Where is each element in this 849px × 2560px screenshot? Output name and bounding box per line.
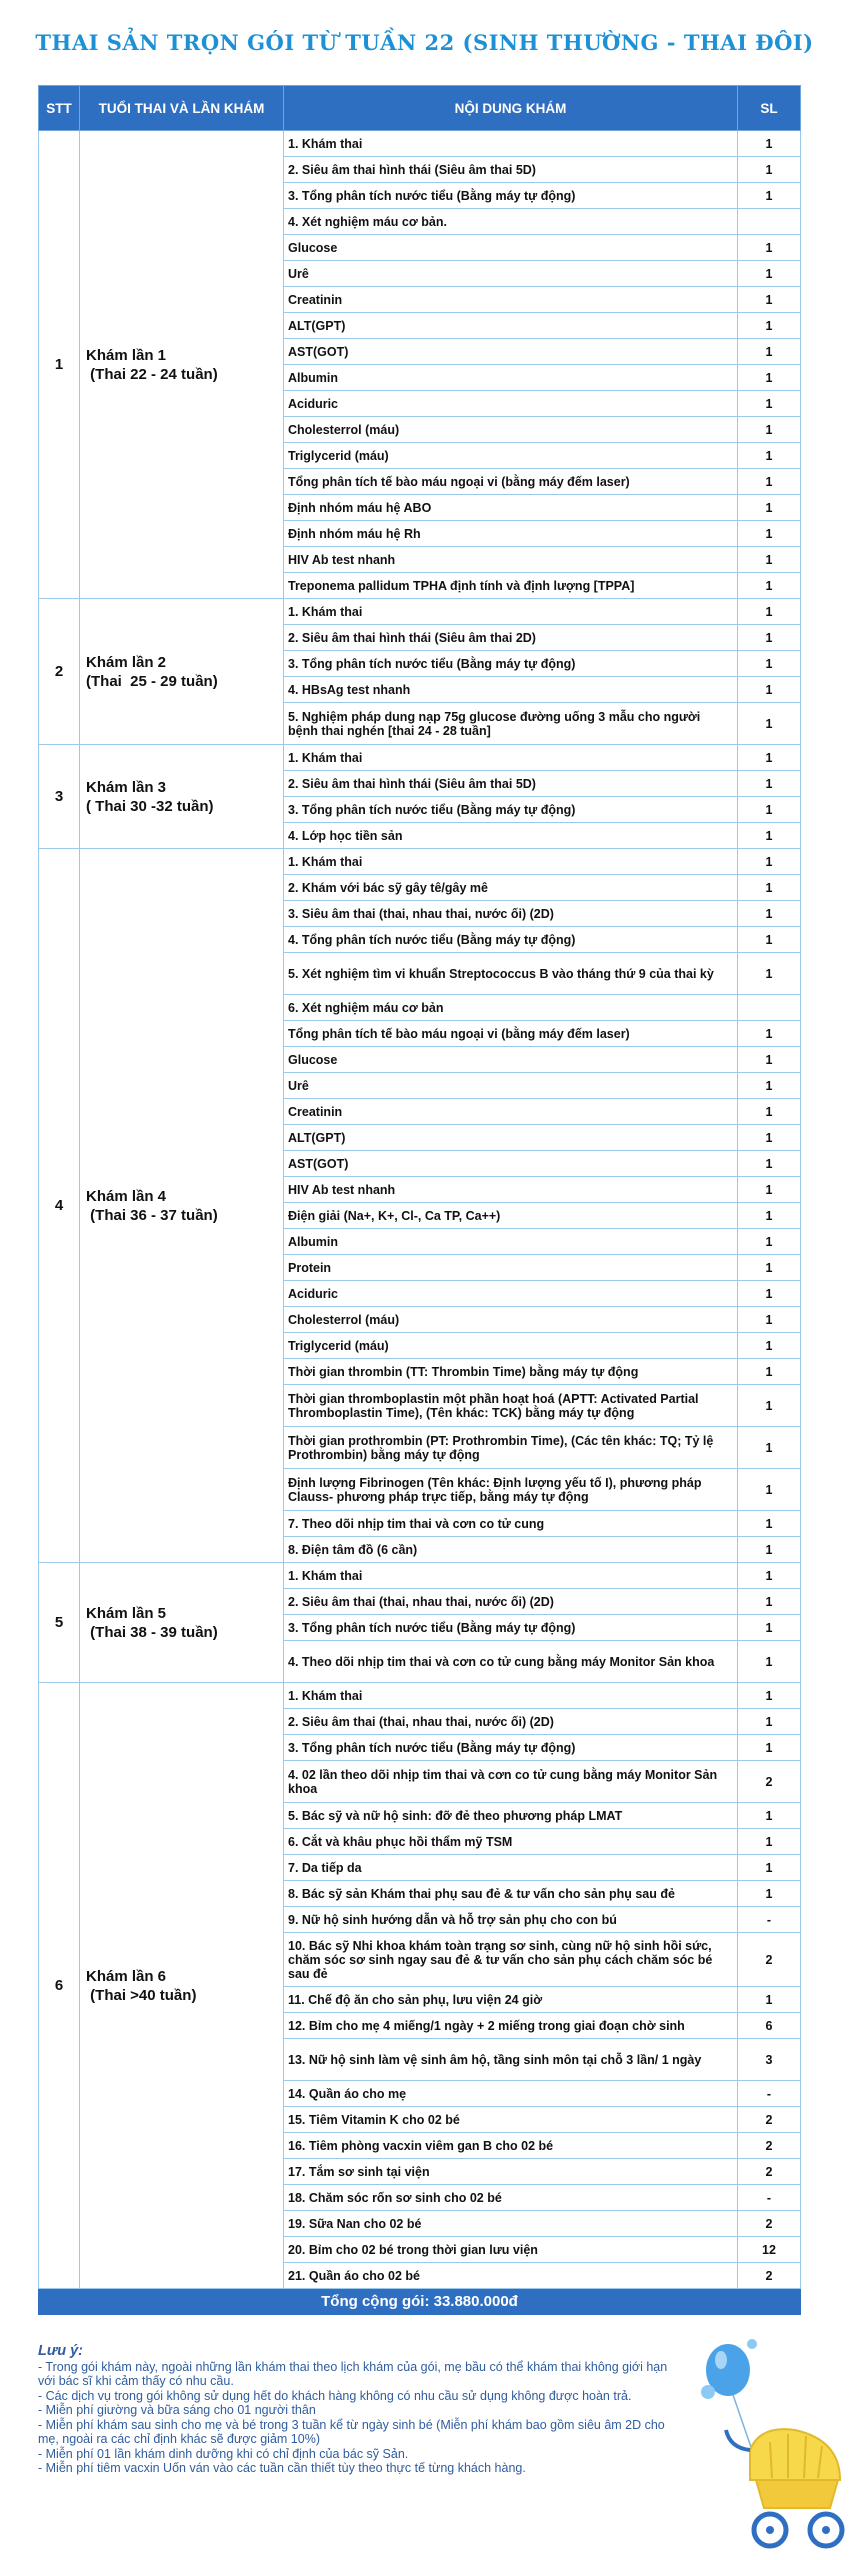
exam-item: 18. Chăm sóc rốn sơ sinh cho 02 bé bbox=[284, 2185, 738, 2211]
exam-quantity: - bbox=[738, 1907, 801, 1933]
exam-quantity: 1 bbox=[738, 287, 801, 313]
exam-quantity bbox=[738, 995, 801, 1021]
visit-number: 1 bbox=[39, 131, 80, 599]
exam-quantity: 2 bbox=[738, 2159, 801, 2185]
exam-quantity: 1 bbox=[738, 443, 801, 469]
exam-quantity: - bbox=[738, 2185, 801, 2211]
exam-item: 7. Theo dõi nhịp tim thai và cơn co tử cung bbox=[284, 1511, 738, 1537]
exam-item: 4. 02 lần theo dõi nhịp tim thai và cơn co tử cung bằng máy Monitor Sản khoa bbox=[284, 1761, 738, 1803]
exam-quantity: 2 bbox=[738, 2263, 801, 2289]
exam-item: Creatinin bbox=[284, 287, 738, 313]
exam-quantity: 2 bbox=[738, 2107, 801, 2133]
exam-item: 10. Bác sỹ Nhi khoa khám toàn trạng sơ sinh, cùng nữ hộ sinh hồi sức, chăm sóc sơ sinh ngay sau đẻ & tư vấn cho sản phụ cách chăm sóc bé sau đẻ bbox=[284, 1933, 738, 1987]
exam-item: Thời gian thrombin (TT: Thrombin Time) bằng máy tự động bbox=[284, 1359, 738, 1385]
exam-quantity: 1 bbox=[738, 1427, 801, 1469]
visit-label bbox=[80, 849, 284, 1563]
exam-item: 4. Xét nghiệm máu cơ bản. bbox=[284, 209, 738, 235]
exam-item: 8. Điện tâm đồ (6 cần) bbox=[284, 1537, 738, 1563]
exam-item: 11. Chế độ ăn cho sản phụ, lưu viện 24 giờ bbox=[284, 1987, 738, 2013]
exam-item: 2. Siêu âm thai (thai, nhau thai, nước ối) (2D) bbox=[284, 1709, 738, 1735]
exam-item: 14. Quần áo cho mẹ bbox=[284, 2081, 738, 2107]
exam-quantity: 1 bbox=[738, 1563, 801, 1589]
exam-item: 6. Xét nghiệm máu cơ bản bbox=[284, 995, 738, 1021]
exam-item: Albumin bbox=[284, 365, 738, 391]
visit-week-range: (Thai 36 - 37 tuần) bbox=[86, 1206, 218, 1224]
exam-quantity: 1 bbox=[738, 927, 801, 953]
exam-item: 7. Da tiếp da bbox=[284, 1855, 738, 1881]
visit-label bbox=[80, 1683, 284, 2289]
exam-quantity: 1 bbox=[738, 547, 801, 573]
exam-item: Tổng phân tích tế bào máu ngoại vi (bằng máy đếm laser) bbox=[284, 1021, 738, 1047]
visit-label bbox=[80, 1563, 284, 1683]
visit-title: Khám lần 4 bbox=[86, 1187, 167, 1205]
exam-item: Định nhóm máu hệ Rh bbox=[284, 521, 738, 547]
exam-quantity: 1 bbox=[738, 1469, 801, 1511]
table-row bbox=[39, 1683, 801, 1709]
visit-label bbox=[80, 599, 284, 745]
note-line: - Miễn phí tiêm vacxin Uốn ván vào các tuần cần thiết tùy theo thực tế từng khách hàng. bbox=[38, 2461, 526, 2475]
visit-title: Khám lần 2 bbox=[86, 653, 167, 671]
exam-quantity: 1 bbox=[738, 1099, 801, 1125]
visit-title: Khám lần 6 bbox=[86, 1967, 167, 1985]
exam-item: 20. Bỉm cho 02 bé trong thời gian lưu viện bbox=[284, 2237, 738, 2263]
exam-quantity: 1 bbox=[738, 157, 801, 183]
table-row bbox=[39, 1563, 801, 1589]
exam-quantity: 1 bbox=[738, 1641, 801, 1683]
exam-quantity: 1 bbox=[738, 365, 801, 391]
header-qty: SL bbox=[738, 86, 801, 131]
exam-item: Aciduric bbox=[284, 1281, 738, 1307]
notes-section bbox=[38, 2344, 678, 2476]
visit-number: 2 bbox=[39, 599, 80, 745]
exam-quantity: 1 bbox=[738, 1829, 801, 1855]
exam-quantity: 1 bbox=[738, 573, 801, 599]
visit-week-range: ( Thai 30 -32 tuần) bbox=[86, 797, 214, 815]
exam-quantity: 1 bbox=[738, 1683, 801, 1709]
visit-number: 3 bbox=[39, 745, 80, 849]
exam-quantity: 1 bbox=[738, 1735, 801, 1761]
note-line: - Các dịch vụ trong gói không sử dụng hết do khách hàng không có nhu cầu sử dụng không được hoàn trả. bbox=[38, 2388, 632, 2403]
exam-item: 15. Tiêm Vitamin K cho 02 bé bbox=[284, 2107, 738, 2133]
exam-quantity: 1 bbox=[738, 1987, 801, 2013]
exam-quantity: 1 bbox=[738, 235, 801, 261]
exam-item: 2. Siêu âm thai hình thái (Siêu âm thai 5D) bbox=[284, 157, 738, 183]
exam-item: Urê bbox=[284, 1073, 738, 1099]
exam-quantity: 1 bbox=[738, 261, 801, 287]
exam-item: Điện giải (Na+, K+, Cl-, Ca TP, Ca++) bbox=[284, 1203, 738, 1229]
exam-item: 5. Xét nghiệm tìm vi khuẩn Streptococcus B vào tháng thứ 9 của thai kỳ bbox=[284, 953, 738, 995]
exam-quantity: 1 bbox=[738, 1047, 801, 1073]
exam-quantity: 1 bbox=[738, 1021, 801, 1047]
exam-quantity: 1 bbox=[738, 901, 801, 927]
exam-quantity: 1 bbox=[738, 1537, 801, 1563]
exam-quantity: 2 bbox=[738, 1933, 801, 1987]
exam-quantity: 1 bbox=[738, 1307, 801, 1333]
exam-quantity: 1 bbox=[738, 1333, 801, 1359]
exam-quantity: 3 bbox=[738, 2039, 801, 2081]
header-content: NỘI DUNG KHÁM bbox=[284, 86, 738, 131]
package-table bbox=[38, 85, 801, 2315]
exam-quantity: 1 bbox=[738, 1073, 801, 1099]
exam-quantity: 1 bbox=[738, 1511, 801, 1537]
exam-quantity: 1 bbox=[738, 183, 801, 209]
exam-item: Cholesterrol (máu) bbox=[284, 417, 738, 443]
exam-item: 8. Bác sỹ sản Khám thai phụ sau đẻ & tư vấn cho sản phụ sau đẻ bbox=[284, 1881, 738, 1907]
exam-item: Triglycerid (máu) bbox=[284, 443, 738, 469]
visit-week-range: (Thai 38 - 39 tuần) bbox=[86, 1623, 218, 1641]
exam-quantity: 1 bbox=[738, 823, 801, 849]
exam-item: 5. Bác sỹ và nữ hộ sinh: đỡ đẻ theo phương pháp LMAT bbox=[284, 1803, 738, 1829]
note-line: - Trong gói khám này, ngoài những lần khám thai theo lịch khám của gói, mẹ bầu có thể khám thai không giới hạn với bác sĩ khi cảm thấy có nhu cầu. bbox=[38, 2359, 668, 2388]
exam-item: 4. Lớp học tiền sản bbox=[284, 823, 738, 849]
exam-item: Thời gian thromboplastin một phần hoạt hoá (APTT: Activated Partial Thromboplastin Time), (Tên khác: TCK) bằng máy tự động bbox=[284, 1385, 738, 1427]
exam-item: 16. Tiêm phòng vacxin viêm gan B cho 02 bé bbox=[284, 2133, 738, 2159]
exam-quantity: 2 bbox=[738, 1761, 801, 1803]
exam-quantity: 1 bbox=[738, 521, 801, 547]
visit-week-range: (Thai >40 tuần) bbox=[86, 1986, 197, 2004]
header-visit: TUỔI THAI VÀ LẦN KHÁM bbox=[80, 86, 284, 131]
visit-week-range: (Thai 22 - 24 tuần) bbox=[86, 365, 218, 383]
notes-title: Lưu ý: bbox=[38, 2343, 83, 2359]
exam-item: Urê bbox=[284, 261, 738, 287]
note-line: - Miễn phí giường và bữa sáng cho 01 người thân bbox=[38, 2403, 316, 2417]
exam-quantity: 1 bbox=[738, 1255, 801, 1281]
exam-item: Treponema pallidum TPHA định tính và định lượng [TPPA] bbox=[284, 573, 738, 599]
exam-quantity: 1 bbox=[738, 339, 801, 365]
exam-quantity: 6 bbox=[738, 2013, 801, 2039]
exam-quantity: 1 bbox=[738, 797, 801, 823]
exam-item: Cholesterrol (máu) bbox=[284, 1307, 738, 1333]
exam-item: HIV Ab test nhanh bbox=[284, 547, 738, 573]
table-row bbox=[39, 131, 801, 157]
exam-quantity: 1 bbox=[738, 1709, 801, 1735]
exam-item: 2. Siêu âm thai hình thái (Siêu âm thai 5D) bbox=[284, 771, 738, 797]
exam-quantity: 1 bbox=[738, 625, 801, 651]
exam-quantity: 1 bbox=[738, 417, 801, 443]
exam-quantity: 1 bbox=[738, 1359, 801, 1385]
exam-item: Albumin bbox=[284, 1229, 738, 1255]
exam-item: AST(GOT) bbox=[284, 1151, 738, 1177]
exam-item: 1. Khám thai bbox=[284, 745, 738, 771]
exam-quantity: 1 bbox=[738, 677, 801, 703]
table-row bbox=[39, 745, 801, 771]
exam-quantity: 1 bbox=[738, 313, 801, 339]
exam-quantity: 1 bbox=[738, 953, 801, 995]
exam-item: ALT(GPT) bbox=[284, 313, 738, 339]
exam-item: 12. Bỉm cho mẹ 4 miếng/1 ngày + 2 miếng trong giai đoạn chờ sinh bbox=[284, 2013, 738, 2039]
exam-quantity: 1 bbox=[738, 599, 801, 625]
exam-item: 1. Khám thai bbox=[284, 1563, 738, 1589]
exam-quantity: 1 bbox=[738, 391, 801, 417]
visit-title: Khám lần 3 bbox=[86, 778, 167, 796]
visit-title: Khám lần 5 bbox=[86, 1604, 167, 1622]
exam-item: 3. Tổng phân tích nước tiểu (Bằng máy tự động) bbox=[284, 797, 738, 823]
exam-item: 2. Khám với bác sỹ gây tê/gây mê bbox=[284, 875, 738, 901]
exam-quantity: 1 bbox=[738, 1855, 801, 1881]
exam-item: 6. Cắt và khâu phục hồi thẩm mỹ TSM bbox=[284, 1829, 738, 1855]
exam-quantity: 1 bbox=[738, 875, 801, 901]
exam-quantity: 1 bbox=[738, 745, 801, 771]
exam-item: Aciduric bbox=[284, 391, 738, 417]
exam-item: 9. Nữ hộ sinh hướng dẫn và hỗ trợ sản phụ cho con bú bbox=[284, 1907, 738, 1933]
exam-item: 19. Sữa Nan cho 02 bé bbox=[284, 2211, 738, 2237]
total-row bbox=[39, 2289, 801, 2315]
table-row bbox=[39, 849, 801, 875]
exam-item: 1. Khám thai bbox=[284, 599, 738, 625]
exam-item: Định nhóm máu hệ ABO bbox=[284, 495, 738, 521]
exam-item: Protein bbox=[284, 1255, 738, 1281]
note-line: - Miễn phí khám sau sinh cho mẹ và bé trong 3 tuần kể từ ngày sinh bé (Miễn phí khám bao gồm siêu âm 2D cho mẹ, ngoài ra các chỉ định khác sẽ được giảm 10%) bbox=[38, 2417, 665, 2446]
exam-item: Triglycerid (máu) bbox=[284, 1333, 738, 1359]
exam-item: 2. Siêu âm thai hình thái (Siêu âm thai 2D) bbox=[284, 625, 738, 651]
exam-quantity: 1 bbox=[738, 1203, 801, 1229]
exam-quantity: - bbox=[738, 2081, 801, 2107]
exam-quantity: 1 bbox=[738, 1385, 801, 1427]
exam-item: 13. Nữ hộ sinh làm vệ sinh âm hộ, tầng sinh môn tại chỗ 3 lần/ 1 ngày bbox=[284, 2039, 738, 2081]
exam-quantity: 2 bbox=[738, 2133, 801, 2159]
exam-quantity: 1 bbox=[738, 1881, 801, 1907]
visit-title: Khám lần 1 bbox=[86, 346, 167, 364]
exam-item: 1. Khám thai bbox=[284, 849, 738, 875]
exam-quantity: 1 bbox=[738, 469, 801, 495]
exam-item: HIV Ab test nhanh bbox=[284, 1177, 738, 1203]
exam-quantity bbox=[738, 209, 801, 235]
exam-item: Glucose bbox=[284, 1047, 738, 1073]
exam-item: Tổng phân tích tế bào máu ngoại vi (bằng máy đếm laser) bbox=[284, 469, 738, 495]
exam-item: AST(GOT) bbox=[284, 339, 738, 365]
visit-number: 5 bbox=[39, 1563, 80, 1683]
table-header-row bbox=[39, 86, 801, 131]
exam-item: 3. Tổng phân tích nước tiểu (Bằng máy tự động) bbox=[284, 1735, 738, 1761]
table-row bbox=[39, 599, 801, 625]
exam-quantity: 1 bbox=[738, 1125, 801, 1151]
exam-item: 3. Tổng phân tích nước tiểu (Bằng máy tự động) bbox=[284, 183, 738, 209]
exam-quantity: 1 bbox=[738, 1229, 801, 1255]
total-price: Tổng cộng gói: 33.880.000đ bbox=[39, 2289, 801, 2315]
exam-quantity: 1 bbox=[738, 495, 801, 521]
exam-item: 5. Nghiệm pháp dung nạp 75g glucose đường uống 3 mẫu cho người bệnh thai nghén [thai 24 - 28 tuần] bbox=[284, 703, 738, 745]
exam-item: 3. Siêu âm thai (thai, nhau thai, nước ối) (2D) bbox=[284, 901, 738, 927]
exam-item: Thời gian prothrombin (PT: Prothrombin Time), (Các tên khác: TQ; Tỷ lệ Prothrombin) bằng máy tự động bbox=[284, 1427, 738, 1469]
exam-quantity: 1 bbox=[738, 1281, 801, 1307]
visit-label bbox=[80, 745, 284, 849]
exam-item: 3. Tổng phân tích nước tiểu (Bằng máy tự động) bbox=[284, 651, 738, 677]
visit-number: 6 bbox=[39, 1683, 80, 2289]
exam-quantity: 1 bbox=[738, 1589, 801, 1615]
exam-item: 1. Khám thai bbox=[284, 131, 738, 157]
page-title: THAI SẢN TRỌN GÓI TỪ TUẦN 22 (SINH THƯỜNG - THAI ĐÔI) bbox=[35, 30, 814, 55]
exam-item: Creatinin bbox=[284, 1099, 738, 1125]
exam-quantity: 1 bbox=[738, 1803, 801, 1829]
exam-item: Glucose bbox=[284, 235, 738, 261]
exam-item: 4. HBsAg test nhanh bbox=[284, 677, 738, 703]
exam-quantity: 1 bbox=[738, 1615, 801, 1641]
exam-quantity: 1 bbox=[738, 131, 801, 157]
exam-item: Định lượng Fibrinogen (Tên khác: Định lượng yếu tố I), phương pháp Clauss- phương pháp trực tiếp, bằng máy tự động bbox=[284, 1469, 738, 1511]
exam-item: 17. Tắm sơ sinh tại viện bbox=[284, 2159, 738, 2185]
exam-quantity: 2 bbox=[738, 2211, 801, 2237]
exam-quantity: 1 bbox=[738, 651, 801, 677]
header-stt: STT bbox=[39, 86, 80, 131]
exam-item: 21. Quần áo cho 02 bé bbox=[284, 2263, 738, 2289]
exam-quantity: 1 bbox=[738, 771, 801, 797]
exam-item: ALT(GPT) bbox=[284, 1125, 738, 1151]
exam-item: 2. Siêu âm thai (thai, nhau thai, nước ối) (2D) bbox=[284, 1589, 738, 1615]
exam-quantity: 1 bbox=[738, 703, 801, 745]
exam-item: 3. Tổng phân tích nước tiểu (Bằng máy tự động) bbox=[284, 1615, 738, 1641]
exam-quantity: 12 bbox=[738, 2237, 801, 2263]
visit-number: 4 bbox=[39, 849, 80, 1563]
baby-stroller-balloon-illustration bbox=[690, 2330, 849, 2560]
exam-quantity: 1 bbox=[738, 1151, 801, 1177]
exam-quantity: 1 bbox=[738, 849, 801, 875]
exam-item: 1. Khám thai bbox=[284, 1683, 738, 1709]
exam-quantity: 1 bbox=[738, 1177, 801, 1203]
visit-week-range: (Thai 25 - 29 tuần) bbox=[86, 672, 218, 690]
visit-label bbox=[80, 131, 284, 599]
note-line: - Miễn phí 01 lần khám dinh dưỡng khi có chỉ định của bác sỹ Sản. bbox=[38, 2446, 409, 2461]
exam-item: 4. Theo dõi nhịp tim thai và cơn co tử cung bằng máy Monitor Sản khoa bbox=[284, 1641, 738, 1683]
exam-item: 4. Tổng phân tích nước tiểu (Bằng máy tự động) bbox=[284, 927, 738, 953]
